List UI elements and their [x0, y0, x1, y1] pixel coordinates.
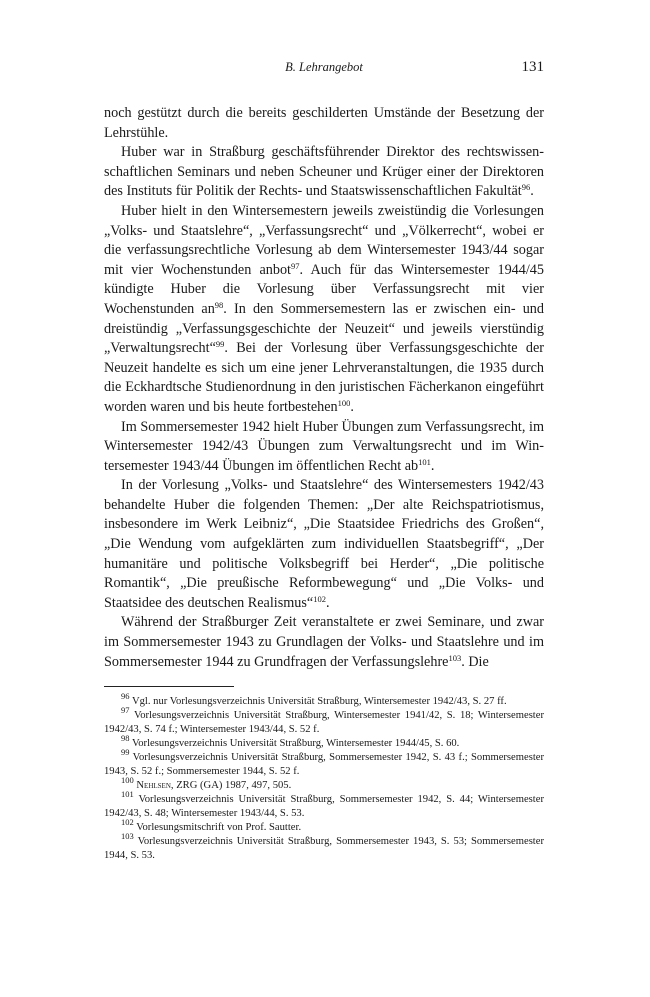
text-run: Huber hielt in den Wintersemestern jeweils zweistündig die Vorlesungen „Volks- und Staatslehre“, „Verfassungsrecht“ und „Völkerrecht“, wobei er die verfassungsrechtliche Vorlesung ab dem Wintersemester 1943/44 sogar mit vier Wochenstunden anbot	[104, 202, 544, 278]
text-run: Vorlesungsverzeichnis Universität Straßburg, Sommersemester 1943, S. 53; Sommersemester 1944, S. 53.	[104, 836, 544, 862]
running-head: B. Lehrangebot	[285, 60, 363, 74]
footnote-number: 101	[121, 789, 134, 800]
footnote-marker: 100	[337, 397, 351, 408]
footnote	[104, 747, 544, 779]
footnote-number: 99	[121, 747, 130, 758]
text-run: Im Sommersemester 1942 hielt Huber Übungen zum Verfassungsrecht, im Wintersemester 1942/43 Übungen zum Verwaltungsrecht und im Wintersemester 1943/44 Übungen im öffentlichen Recht ab	[104, 418, 544, 474]
text-run: .	[430, 457, 435, 474]
footnote-marker: 103	[448, 652, 462, 663]
footnote-marker: 97	[291, 260, 300, 271]
footnote	[104, 705, 544, 737]
text-run: Vorlesungsverzeichnis Universität Straßburg, Sommersemester 1942, S. 43 f.; Sommersemester 1943, S. 52 f.; Sommersemester 1944, S. 52 f.	[104, 752, 544, 778]
text-run: Vgl. nur Vorlesungsverzeichnis Universität Straßburg, Wintersemester 1942/43, S. 27 ff.	[131, 696, 507, 708]
footnote-divider	[104, 686, 234, 687]
footnote-number: 103	[121, 831, 134, 842]
footnote	[104, 733, 544, 751]
text-run: Vorlesungsverzeichnis Universität Straßburg, Wintersemester 1941/42, S. 18; Wintersemester 1942/43, S. 74 f.; Wintersemester 1943/44, S. 52 f.	[104, 710, 544, 736]
text-run: .	[530, 183, 534, 200]
paragraph	[104, 613, 544, 672]
text-run: Vorlesungsmitschrift von Prof. Sautter.	[136, 822, 302, 834]
author-name: Nehlsen	[136, 780, 171, 792]
text-run: , ZRG (GA) 1987, 497, 505.	[170, 780, 292, 792]
paragraph	[104, 104, 544, 143]
footnote-number: 98	[121, 733, 130, 744]
footnote-number: 100	[121, 775, 134, 786]
footnote-marker: 102	[313, 593, 326, 604]
text-run: Vorlesungsverzeichnis Universität Straßburg, Wintersemester 1944/45, S. 60.	[131, 738, 460, 750]
text-run: Vorlesungsverzeichnis Universität Straßburg, Sommersemester 1942, S. 44; Wintersemester 1942/43, S. 48; Wintersemester 1943/44, S. 53.	[104, 794, 544, 820]
body-text	[104, 104, 544, 672]
footnote	[104, 691, 544, 709]
footnote-marker: 98	[214, 299, 224, 310]
footnote-number: 102	[121, 817, 134, 828]
footnote-marker: 96	[521, 182, 531, 193]
footnote-number: 96	[121, 691, 130, 702]
footnote-marker: 101	[418, 456, 431, 467]
text-run: Während der Straßburger Zeit veranstaltete er zwei Seminare, und zwar im Sommersemester 1943 zu Grundlagen der Volks- und Staatslehre und im Sommersemester 1944 zu Grundfragen der Verfassungslehre	[104, 614, 544, 670]
text-run: . In den Sommersemestern las er zwischen ein- und dreistündig „Verfassungsgeschichte der Neuzeit“ und jeweils vierstündig „Verwaltungsrecht“	[104, 300, 544, 357]
footnote	[104, 775, 544, 793]
footnote-number: 97	[121, 705, 130, 716]
paragraph	[104, 418, 544, 477]
text-run: Huber war in Straßburg geschäftsführender Direktor des rechtswissenschaftlichen Seminars und neben Scheuner und Krüger einer der Direktoren des Instituts für Politik der Rechts- und Staatswissenschaftlichen Fakultät	[104, 144, 544, 200]
book-page	[104, 60, 544, 863]
text-run: . Auch für das Wintersemester 1944/45 kündigte Huber die Vorlesung über Verfassungsrecht mit vier Wochenstunden an	[104, 261, 544, 317]
text-run: .	[325, 594, 330, 611]
text-run: In der Vorlesung „Volks- und Staatslehre“ des Wintersemesters 1942/43 behandelte Huber die folgenden Themen: „Der alte Reichspatriotismus, insbesondere im Werk Leibniz“, „Die Staatsidee Friedrichs des Großen“, „Die Wendung vom aufgeklärten zum individuellen Staatsbegriff“, „Der humanitäre und politische Volksbegriff bei Herder“, „Die politische Romantik“, „Die preußische Reformbewegung“ und „Die Volks- und Staatsidee des deutschen Realismus“	[104, 477, 544, 611]
paragraph	[104, 476, 544, 613]
footnote	[104, 789, 544, 821]
paragraph	[104, 143, 544, 202]
footnote-marker: 99	[215, 339, 225, 350]
page-number: 131	[521, 59, 544, 75]
text-run: noch gestützt durch die bereits geschilderten Umstände der Besetzung der Lehrstühle.	[104, 105, 544, 141]
footnotes	[104, 691, 544, 863]
paragraph	[104, 202, 544, 418]
page-header	[104, 60, 544, 82]
text-run: . Die	[461, 653, 489, 670]
text-run: . Bei der Vorlesung über Verfassungsgeschichte der Neuzeit handelte es sich um eine jener Lehrveranstaltungen, die 1935 durch die Eckhardtsche Studienordnung in den juristischen Fächerkanon eingeführt worden waren und bis heute fortbestehen	[104, 340, 544, 415]
footnote	[104, 817, 544, 835]
text-run: .	[350, 398, 354, 415]
footnote	[104, 831, 544, 863]
